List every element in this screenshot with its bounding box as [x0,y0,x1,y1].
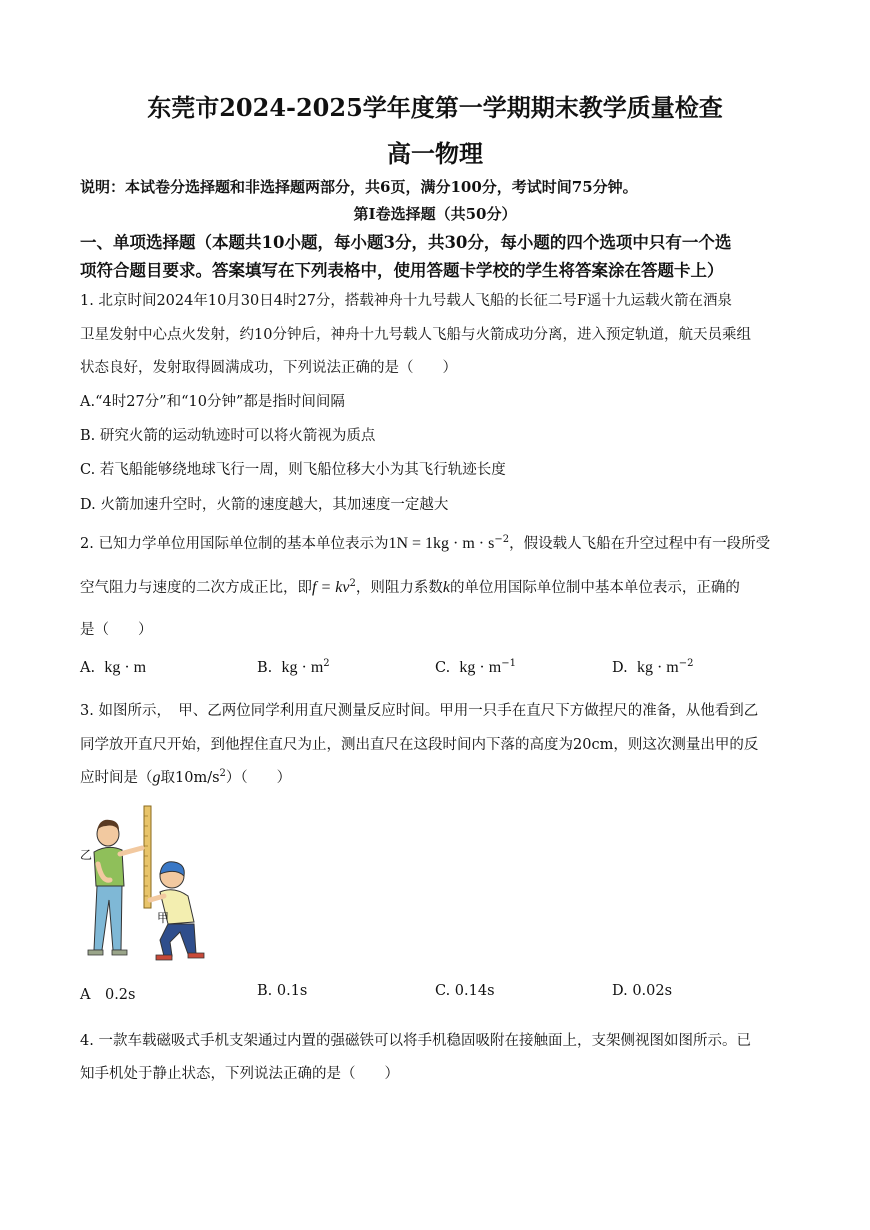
q2-option-a [80,658,146,677]
q2-drag-exponent: 2 [349,578,356,590]
q3-option-b: B. 0.1s [257,983,308,999]
part-title: 第I卷选择题（共50分） [353,205,517,223]
q3-g-symbol: g [152,769,161,786]
q3-option-a: A 0.2s [80,987,136,1003]
q4-stem-line2: 知手机处于静止状态，下列说法正确的是（ ） [80,1066,399,1082]
q3-stem-line3 [80,766,291,787]
exam-title: 东莞市2024-2025学年度第一学期期末教学质量检查 [147,93,723,122]
q3-unit-exponent: 2 [219,768,226,780]
q2-option-c [435,658,516,677]
q2-option-label: A. [80,659,96,676]
q2-text: 2. 已知力学单位用国际单位制的基本单位表示为 [80,536,389,552]
q2-text: 空气阻力与速度的二次方成正比，即 [80,580,312,596]
q3-text: 取10m/s [160,770,220,786]
q2-text: 的单位用国际单位制中基本单位表示，正确的 [449,580,740,596]
figure-label-yi: 乙 [80,848,93,862]
q1-option-d: D. 火箭加速升空时，火箭的速度越大，其加速度一定越大 [80,497,449,513]
q2-stem-line1 [80,532,770,553]
q2-option-unit: kg · m [104,658,147,676]
q2-option-unit: kg · m [459,658,502,676]
q1-option-a: A.“4时27分”和“10分钟”都是指时间间隔 [80,394,345,410]
q3-stem-line2: 同学放开直尺开始，到他捏住直尺为止，测出直尺在这段时间内下落的高度为20cm，则这次测量出甲的反 [80,737,759,753]
q2-option-label: B. [257,659,273,676]
q2-drag-formula: f = kv [312,579,350,596]
q2-unit-exponent: −2 [494,534,510,546]
q2-k-symbol: k [442,579,450,596]
q1-stem-line3: 状态良好，发射取得圆满成功，下列说法正确的是（ ） [80,360,457,376]
q3-stem-line1: 3. 如图所示， 甲、乙两位同学利用直尺测量反应时间。甲用一只手在直尺下方做捏尺的准备，从他看到乙 [80,703,759,719]
q2-stem-line3: 是（ ） [80,622,153,638]
q2-option-b [257,658,330,677]
q2-stem-line2 [80,576,740,597]
q2-option-d [612,658,693,677]
q2-option-exponent: −1 [501,658,516,669]
q3-text: ）（ ） [225,770,292,786]
q2-option-exponent: 2 [323,658,330,669]
section-heading-line2: 项符合题目要求。答案填写在下列表格中，使用答题卡学校的学生将答案涂在答题卡上） [80,261,724,280]
ruler [144,806,151,908]
q2-text: ，则阻力系数 [355,580,443,596]
q1-option-c: C. 若飞船能够绕地球飞行一周，则飞船位移大小为其飞行轨迹长度 [80,462,506,478]
q3-option-d: D. 0.02s [612,983,673,999]
q1-stem-line2: 卫星发射中心点火发射，约10分钟后，神舟十九号载人飞船与火箭成功分离，进入预定轨道，航天员乘组 [80,327,751,343]
exam-subtitle: 高一物理 [387,139,483,168]
q2-option-label: C. [435,659,451,676]
q3-option-c: C. 0.14s [435,983,495,999]
q2-option-unit: kg · m [636,658,679,676]
q4-stem-line1: 4. 一款车载磁吸式手机支架通过内置的强磁铁可以将手机稳固吸附在接触面上，支架侧视图如图所示。已 [80,1033,751,1049]
q2-text: ，假设载人飞船在升空过程中有一段所受 [509,536,771,552]
student-yi [88,820,142,955]
q1-stem-line1: 1. 北京时间2024年10月30日4时27分，搭载神舟十九号载人飞船的长征二号F遥十九运载火箭在酒泉 [80,293,732,309]
q1-option-b: B. 研究火箭的运动轨迹时可以将火箭视为质点 [80,428,376,444]
figure-label-jia: 甲 [157,911,170,925]
exam-instructions: 说明：本试卷分选择题和非选择题两部分，共6页，满分100分，考试时间75分钟。 [80,178,638,196]
q3-text: 应时间是（ [80,770,153,786]
q2-option-exponent: −2 [678,658,694,669]
section-heading-line1: 一、单项选择题（本题共10小题，每小题3分，共30分，每小题的四个选项中只有一个选 [80,233,732,252]
reaction-time-figure [76,804,216,964]
q2-option-label: D. [612,659,628,676]
q2-option-unit: kg · m [281,658,324,676]
q2-unit-formula: 1N = 1kg · m · s [388,535,495,552]
